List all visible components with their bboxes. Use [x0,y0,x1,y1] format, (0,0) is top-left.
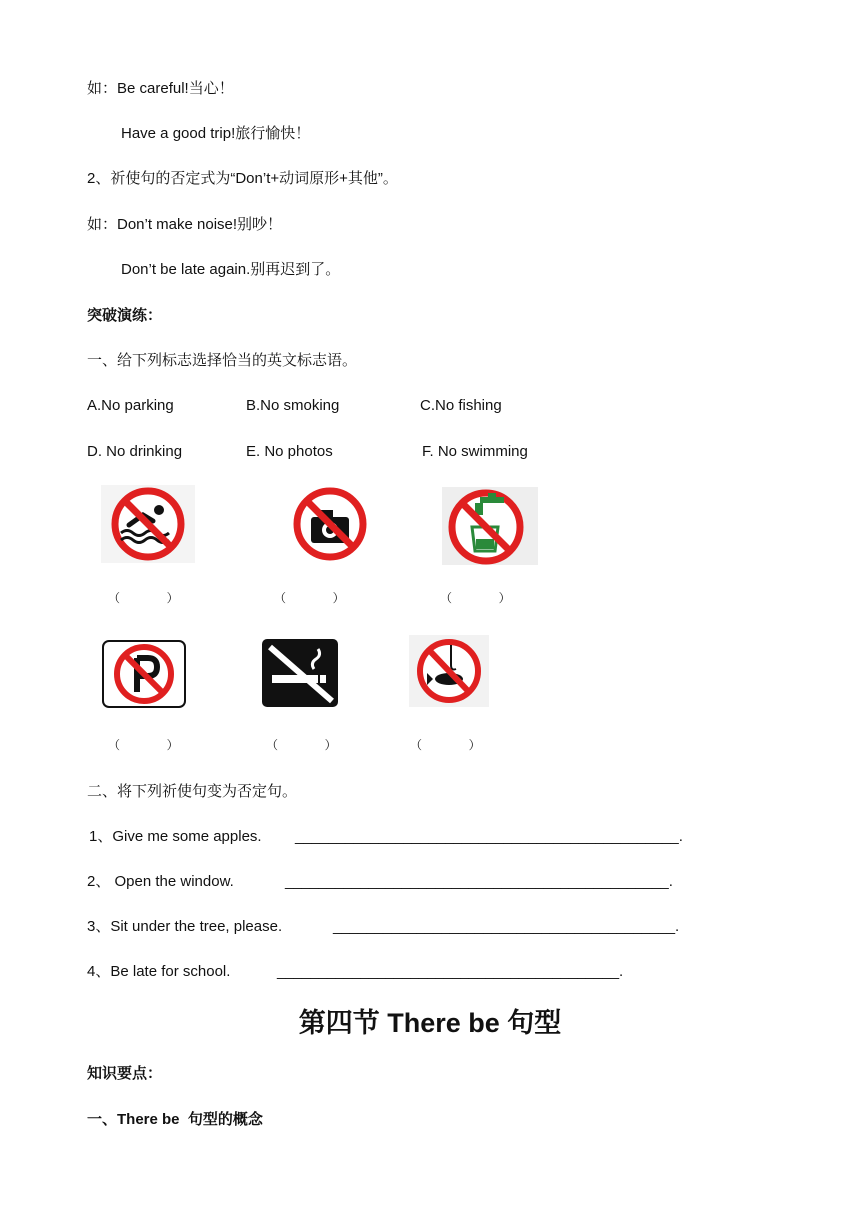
no-swimming-sign-icon [101,485,195,563]
line-have-a-good-trip: Have a good trip!旅行愉快！ [121,125,311,142]
exercise-2-text: 2、 Open the window. [87,873,234,890]
answer-paren-1: （ ） [108,591,179,605]
exercise-1-blank[interactable]: ______________________________________________. [295,828,683,845]
answer-paren-2: （ ） [274,591,345,605]
answer-paren-6: （ ） [410,738,481,752]
exercise-2-blank[interactable]: ______________________________________________. [285,873,673,890]
line-dont-be-late: Don’t be late again.别再迟到了。 [121,261,341,278]
option-b: B.No smoking [246,397,340,414]
option-c: C.No fishing [420,397,502,414]
task1-instruction: 一、给下列标志选择恰当的英文标志语。 [87,352,358,369]
exercise-3-blank[interactable]: _________________________________________. [333,918,680,935]
answer-paren-3: （ ） [440,591,511,605]
exercise-1-text: 1、Give me some apples. [89,828,262,845]
no-smoking-sign-icon [262,639,338,707]
no-photos-sign-icon [285,485,375,563]
exercise-4-text: 4、Be late for school. [87,963,231,980]
section4-title: 第四节 There be 句型 [298,1008,562,1038]
no-fishing-sign-icon [409,635,489,707]
line-dont-make-noise: 如：Don’t make noise!别吵！ [87,216,283,233]
option-f: F. No swimming [422,443,528,460]
no-drinking-sign-icon [442,487,538,565]
line-negative-rule: 2、祈使句的否定式为“Don’t+动词原形+其他”。 [87,170,398,187]
option-e: E. No photos [246,443,333,460]
line-be-careful: 如：Be careful!当心！ [87,80,234,97]
option-d: D. No drinking [87,443,183,460]
answer-paren-5: （ ） [266,738,337,752]
there-be-concept-heading: 一、There be 句型的概念 [87,1111,263,1128]
knowledge-points-heading: 知识要点： [87,1065,163,1082]
task2-instruction: 二、将下列祈使句变为否定句。 [87,783,298,800]
exercise-3-text: 3、Sit under the tree, please. [87,918,283,935]
section-practice-heading: 突破演练： [87,307,163,324]
no-parking-sign-icon [102,640,186,708]
exercise-4-blank[interactable]: _________________________________________. [277,963,624,980]
answer-paren-4: （ ） [108,738,179,752]
option-a: A.No parking [87,397,174,414]
